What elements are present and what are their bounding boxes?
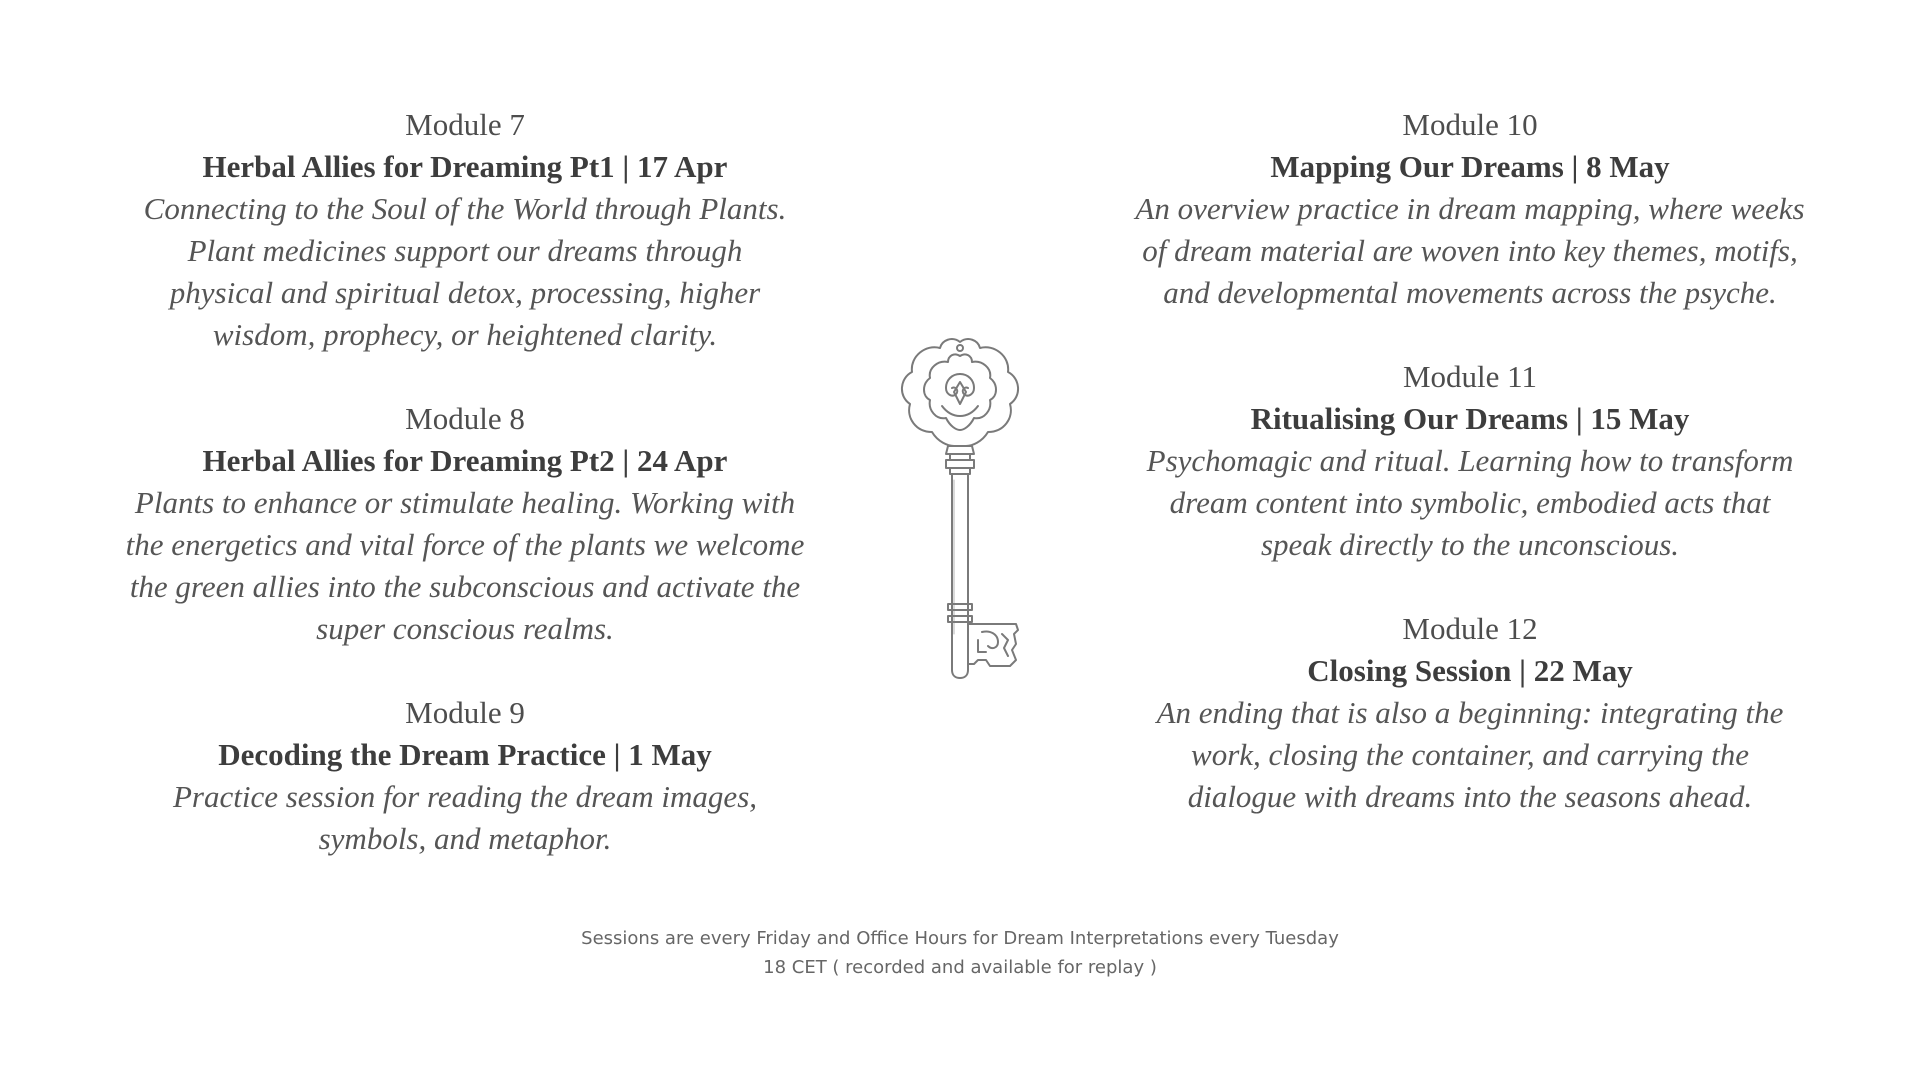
module-title: Ritualising Our Dreams | 15 May (1250, 401, 1690, 436)
module-12 (1090, 608, 1850, 818)
right-module-column (1090, 104, 1850, 860)
module-title: Decoding the Dream Practice | 1 May (218, 737, 712, 772)
module-label: Module 12 (1402, 611, 1538, 646)
module-title: Closing Session | 22 May (1307, 653, 1633, 688)
module-label: Module 9 (405, 695, 525, 730)
module-7 (100, 104, 830, 356)
module-title: Mapping Our Dreams | 8 May (1270, 149, 1670, 184)
module-description: An overview practice in dream mapping, where weeks of dream material are woven into key themes, motifs, and developmental movements across the psyche. (1135, 191, 1805, 310)
module-title: Herbal Allies for Dreaming Pt2 | 24 Apr (202, 443, 728, 478)
footer-line-time: 18 CET ( recorded and available for replay ) (763, 957, 1157, 978)
module-label: Module 8 (405, 401, 525, 436)
module-description: Connecting to the Soul of the World through Plants. Plant medicines support our dreams through physical and spiritual detox, processing, higher wisdom, prophecy, or heightened clarity. (143, 191, 787, 352)
footer-line-schedule: Sessions are every Friday and Office Hours for Dream Interpretations every Tuesday (581, 928, 1339, 949)
module-11 (1090, 356, 1850, 566)
skeleton-key-icon (890, 334, 1030, 684)
module-8 (100, 398, 830, 650)
module-10 (1090, 104, 1850, 314)
module-description: Plants to enhance or stimulate healing. Working with the energetics and vital force of the plants we welcome the green allies into the subconscious and activate the super conscious realms. (125, 485, 805, 646)
module-description: Practice session for reading the dream images, symbols, and metaphor. (172, 779, 758, 856)
module-9 (100, 692, 830, 860)
schedule-footer (0, 924, 1920, 982)
module-description: Psychomagic and ritual. Learning how to transform dream content into symbolic, embodied acts that speak directly to the unconscious. (1146, 443, 1794, 562)
left-module-column (100, 104, 830, 902)
module-label: Module 10 (1402, 107, 1538, 142)
module-title: Herbal Allies for Dreaming Pt1 | 17 Apr (202, 149, 728, 184)
module-description: An ending that is also a beginning: integrating the work, closing the container, and carrying the dialogue with dreams into the seasons ahead. (1156, 695, 1784, 814)
module-label: Module 11 (1402, 359, 1538, 394)
module-label: Module 7 (405, 107, 525, 142)
